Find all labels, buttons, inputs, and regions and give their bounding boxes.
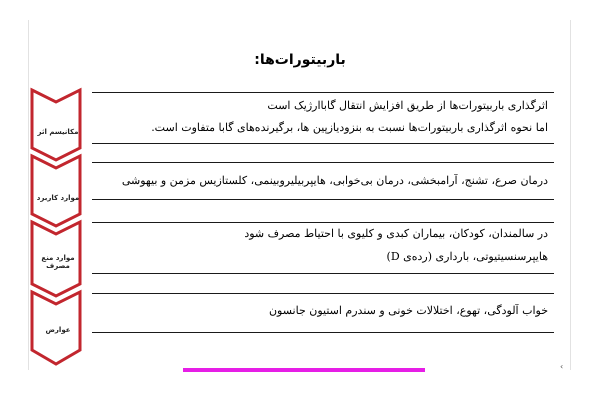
chevron-label-side-effects: عوارض bbox=[45, 326, 71, 334]
row-usage-line-1: درمان صرع، تشنج، آرامبخشی، درمان بی‌خوابی، هایپربیلیروبینمی، کلستازیس مزمن و بیهوشی bbox=[121, 174, 548, 187]
chevron-shape-1 bbox=[32, 90, 80, 160]
chevron-label-contraindications: موارد منع مصرف bbox=[41, 254, 75, 270]
row-usage bbox=[92, 162, 554, 200]
accent-bar bbox=[183, 368, 425, 372]
slide-corner-mark: ‹ bbox=[560, 362, 564, 371]
row-contraindications-line-2: هایپرسنسیتیوتی، بارداری (رده‌ی D) bbox=[386, 250, 548, 263]
row-contraindications bbox=[92, 222, 554, 274]
slide-title: باربیتورات‌ها: bbox=[254, 52, 346, 68]
slide-right-border bbox=[570, 20, 571, 370]
chevron-label-usage: موارد کاربرد bbox=[36, 194, 80, 202]
chevron-shape-2 bbox=[32, 156, 80, 226]
row-mechanism-line-2: اما نحوه اثرگذاری باربیتورات‌ها نسبت به بنزودیازپین ها، برگیرنده‌های گابا متفاوت است. bbox=[151, 121, 548, 134]
row-side-effects bbox=[92, 293, 554, 333]
row-mechanism bbox=[92, 92, 554, 144]
row-mechanism-line-1: اثرگذاری باربیتورات‌ها از طریق افزایش انتقال گاباارژیک است bbox=[267, 99, 548, 112]
row-contraindications-line-1: در سالمندان، کودکان، بیماران کبدی و کلیوی با احتیاط مصرف شود bbox=[244, 227, 548, 240]
row-side-effects-line-1: خواب آلودگی، تهوع، اختلالات خونی و سندرم استیون جانسون bbox=[268, 304, 548, 317]
chevron-label-mechanism: مکانیسم اثر bbox=[37, 128, 79, 136]
